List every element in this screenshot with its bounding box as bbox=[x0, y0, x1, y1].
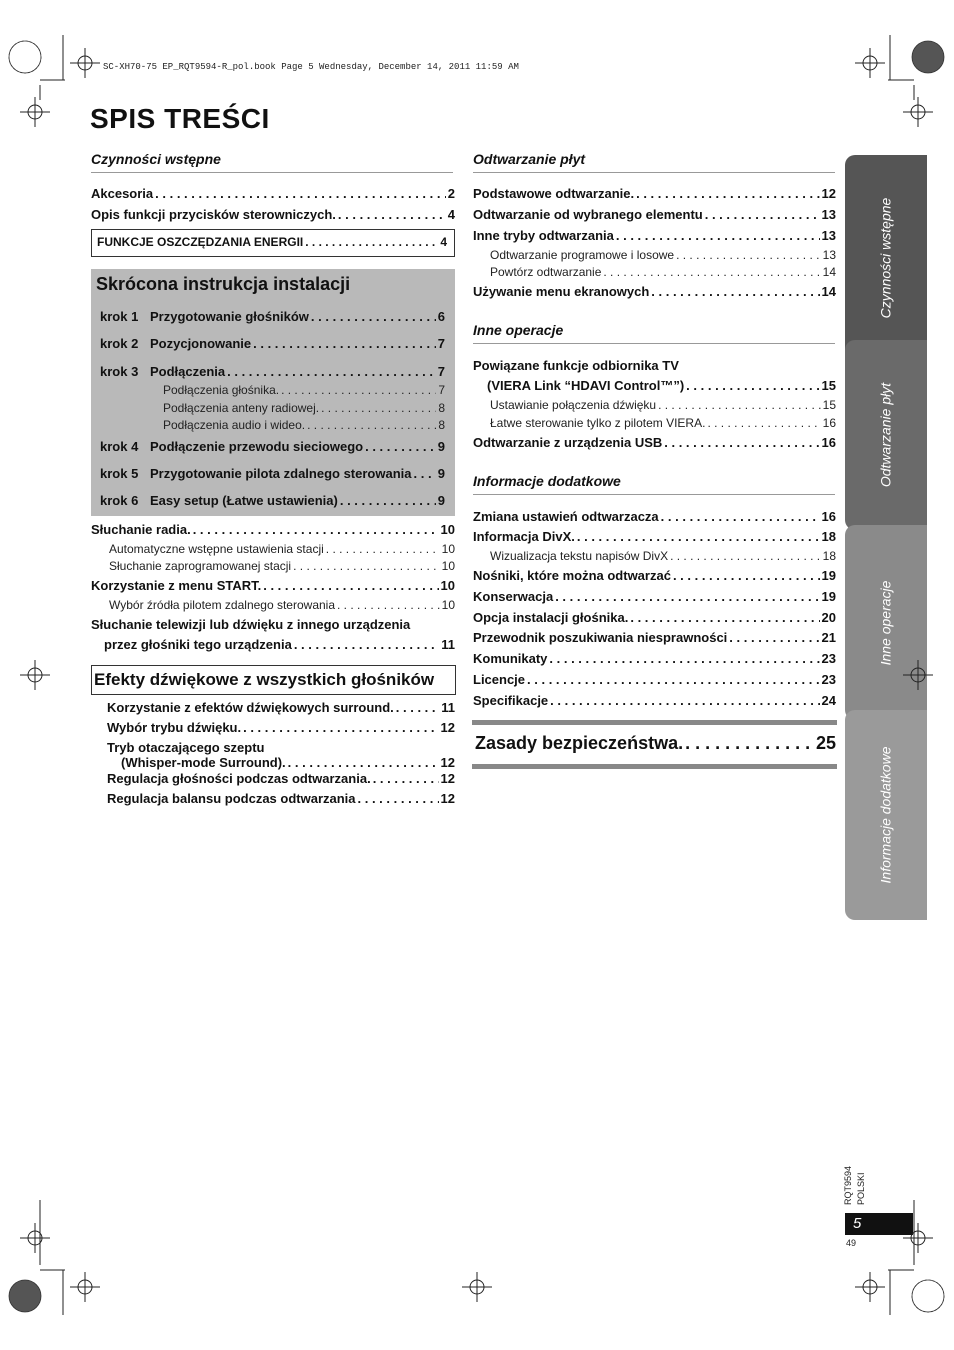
toc-step[interactable]: krok 1 Przygotowanie głośników . . . 6 bbox=[100, 309, 445, 324]
toc-entry[interactable]: Słuchanie radia. . . . 10 bbox=[91, 522, 455, 537]
section-heading-czynnosci: Czynności wstępne bbox=[91, 151, 453, 173]
toc-entry[interactable]: Konserwacja . . . 19 bbox=[473, 589, 836, 604]
sub-page-number: 49 bbox=[846, 1238, 857, 1248]
toc-entry[interactable]: Odtwarzanie od wybranego elementu . . . 13 bbox=[473, 207, 836, 222]
toc-entry[interactable]: Informacja DivX. . . . 18 bbox=[473, 529, 836, 544]
side-tab-label: Informacje dodatkowe bbox=[877, 746, 894, 884]
toc-step[interactable]: krok 4 Podłączenie przewodu sieciowego . . . 9 bbox=[100, 439, 445, 454]
toc-entry[interactable]: Opcja instalacji głośnika. . . . 20 bbox=[473, 610, 836, 625]
toc-entry-safety[interactable]: Zasady bezpieczeństwa. . . . 25 bbox=[475, 733, 836, 754]
side-tab-label: Inne operacje bbox=[877, 580, 894, 665]
page-title: SPIS TREŚCI bbox=[90, 103, 270, 134]
toc-entry[interactable]: Akcesoria . . . 2 bbox=[91, 186, 455, 201]
section-heading-odtwarzanie: Odtwarzanie płyt bbox=[473, 151, 835, 173]
toc-sub-entry[interactable]: Wybór źródła pilotem zdalnego sterowania . . . 10 bbox=[109, 598, 455, 612]
print-header: SC-XH70-75 EP_RQT9594-R_pol.book Page 5 Wednesday, December 14, 2011 11:59 AM bbox=[103, 62, 519, 72]
toc-entry[interactable]: Licencje . . . 23 bbox=[473, 672, 836, 687]
toc-entry[interactable]: Podstawowe odtwarzanie. . . . 12 bbox=[473, 186, 836, 201]
toc-sub-entry[interactable]: Automatyczne wstępne ustawienia stacji . . . 10 bbox=[109, 542, 455, 556]
toc-entry[interactable]: (Whisper-mode Surround). . . . 12 bbox=[121, 755, 455, 770]
toc-entry[interactable]: Używanie menu ekranowych . . . 14 bbox=[473, 284, 836, 299]
toc-entry[interactable]: Regulacja balansu podczas odtwarzania . . . 12 bbox=[107, 791, 455, 806]
section-heading-informacje: Informacje dodatkowe bbox=[473, 473, 835, 495]
toc-entry[interactable]: Korzystanie z menu START. . . . 10 bbox=[91, 578, 455, 593]
toc-sub-entry[interactable]: Słuchanie zaprogramowanej stacji . . . 10 bbox=[109, 559, 455, 573]
toc-entry-line[interactable]: Powiązane funkcje odbiornika TV bbox=[473, 358, 679, 373]
toc-entry[interactable]: Korzystanie z efektów dźwiękowych surround. . . . 11 bbox=[107, 700, 455, 715]
toc-sub-entry[interactable]: Wizualizacja tekstu napisów DivX . . . 18 bbox=[490, 549, 836, 563]
toc-entry-line[interactable]: Tryb otaczającego szeptu bbox=[107, 740, 265, 755]
toc-sub-entry[interactable]: Odtwarzanie programowe i losowe . . . 13 bbox=[490, 248, 836, 262]
toc-sub-entry[interactable]: Powtórz odtwarzanie . . . 14 bbox=[490, 265, 836, 279]
quick-install-title: Skrócona instrukcja instalacji bbox=[96, 274, 351, 294]
toc-step[interactable]: krok 3 Podłączenia . . . 7 bbox=[100, 364, 445, 379]
toc-sub-entry[interactable]: Ustawianie połączenia dźwięku . . . 15 bbox=[490, 398, 836, 412]
toc-sub-entry[interactable]: Podłączenia głośnika. . . . 7 bbox=[163, 383, 445, 397]
toc-entry[interactable]: Zmiana ustawień odtwarzacza . . . 16 bbox=[473, 509, 836, 524]
toc-entry[interactable]: Regulacja głośności podczas odtwarzania. . . . 12 bbox=[107, 771, 455, 786]
toc-entry[interactable]: Przewodnik poszukiwania niesprawności . . . 21 bbox=[473, 630, 836, 645]
toc-sub-entry[interactable]: Łatwe sterowanie tylko z pilotem VIERA. . . . 16 bbox=[490, 416, 836, 430]
toc-entry[interactable]: Specifikacje . . . 24 bbox=[473, 693, 836, 708]
toc-step[interactable]: krok 5 Przygotowanie pilota zdalnego sterowania . . . 9 bbox=[100, 466, 445, 481]
toc-entry[interactable]: (VIERA Link “HDAVI Control™”) . . . 15 bbox=[487, 378, 836, 393]
language-code: POLSKI bbox=[856, 1172, 866, 1205]
toc-entry[interactable]: Odtwarzanie z urządzenia USB . . . 16 bbox=[473, 435, 836, 450]
side-tab-label: Odtwarzanie płyt bbox=[877, 382, 894, 488]
doc-code: RQT9594 bbox=[843, 1165, 853, 1205]
effects-title: Efekty dźwiękowe z wszystkich głośników bbox=[94, 670, 435, 689]
toc-entry-line[interactable]: Słuchanie telewizji lub dźwięku z innego urządzenia bbox=[91, 617, 411, 632]
side-tab-label: Czynności wstępne bbox=[877, 197, 894, 318]
toc-entry[interactable]: Inne tryby odtwarzania . . . 13 bbox=[473, 228, 836, 243]
section-heading-inne: Inne operacje bbox=[473, 322, 835, 344]
toc-entry[interactable]: Komunikaty . . . 23 bbox=[473, 651, 836, 666]
page-number: 5 bbox=[853, 1215, 862, 1232]
toc-entry[interactable]: Opis funkcji przycisków sterowniczych. . . . 4 bbox=[91, 207, 455, 222]
toc-entry-energy[interactable]: FUNKCJE OSZCZĘDZANIA ENERGII . . . 4 bbox=[97, 235, 447, 249]
toc-sub-entry[interactable]: Podłączenia anteny radiowej. . . . 8 bbox=[163, 401, 445, 415]
toc-entry[interactable]: Wybór trybu dźwięku. . . . 12 bbox=[107, 720, 455, 735]
toc-entry[interactable]: przez głośniki tego urządzenia . . . 11 bbox=[104, 637, 455, 652]
toc-entry[interactable]: Nośniki, które można odtwarzać . . . 19 bbox=[473, 568, 836, 583]
toc-sub-entry[interactable]: Podłączenia audio i wideo. . . . 8 bbox=[163, 418, 445, 432]
toc-step[interactable]: krok 6 Easy setup (Łatwe ustawienia) . . . 9 bbox=[100, 493, 445, 508]
toc-step[interactable]: krok 2 Pozycjonowanie . . . 7 bbox=[100, 336, 445, 351]
